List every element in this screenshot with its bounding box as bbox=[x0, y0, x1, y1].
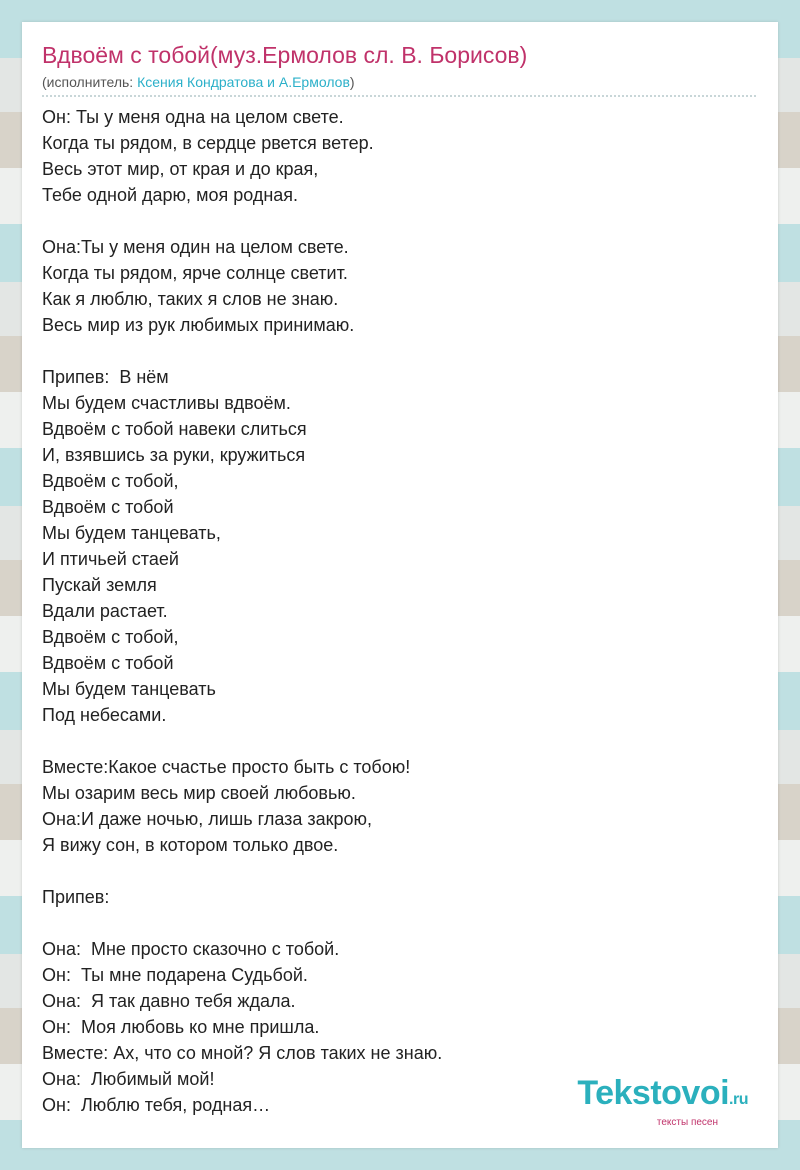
logo-tagline: тексты песен bbox=[656, 1117, 718, 1128]
divider bbox=[42, 95, 756, 97]
lyrics-text: Он: Ты у меня одна на целом свете. Когда ты рядом, в сердце рвется ветер. Весь этот мир, от края и до края, Тебе одной дарю, моя родная. Она:Ты у меня один на целом свете. Когда ты рядом, ярче солнце светит. Как я люблю, таких я слов не знаю. Весь мир из рук любимых принимаю. Припев: В нём Мы будем счастливы вдвоём. Вдвоём с тобой навеки слиться И, взявшись за руки, кружиться Вдвоём с тобой, Вдвоём с тобой Мы будем танцевать, И птичьей стаей Пускай земля Вдали растает. Вдвоём с тобой, Вдвоём с тобой Мы будем танцевать Под небесами. Вместе:Какое счастье просто быть с тобою! Мы озарим весь мир своей любовью. Она:И даже ночью, лишь глаза закрою, Я вижу сон, в котором только двое. Припев: Она: Мне просто сказочно с тобой. Он: Ты мне подарена Судьбой. Она: Я так давно тебя ждала. Он: Моя любовь ко мне пришла. Вместе: Ах, что со мной? Я слов таких не знаю. Она: Любимый мой! Он: Люблю тебя, родная… bbox=[42, 107, 443, 1115]
site-logo[interactable] bbox=[577, 1076, 748, 1128]
song-title: Вдвоём с тобой(муз.Ермолов сл. В. Борисов) bbox=[42, 42, 528, 68]
lyrics-sheet bbox=[22, 22, 778, 1148]
logo-name: Tekstovoi bbox=[577, 1074, 730, 1112]
logo-tld: .ru bbox=[729, 1091, 748, 1108]
performer-link[interactable]: Ксения Кондратова и А.Ермолов bbox=[137, 74, 350, 90]
performer-suffix: ) bbox=[349, 74, 355, 90]
performer-line bbox=[42, 74, 355, 90]
logo-wordmark bbox=[577, 1076, 748, 1117]
performer-prefix: (исполнитель: bbox=[42, 74, 138, 90]
